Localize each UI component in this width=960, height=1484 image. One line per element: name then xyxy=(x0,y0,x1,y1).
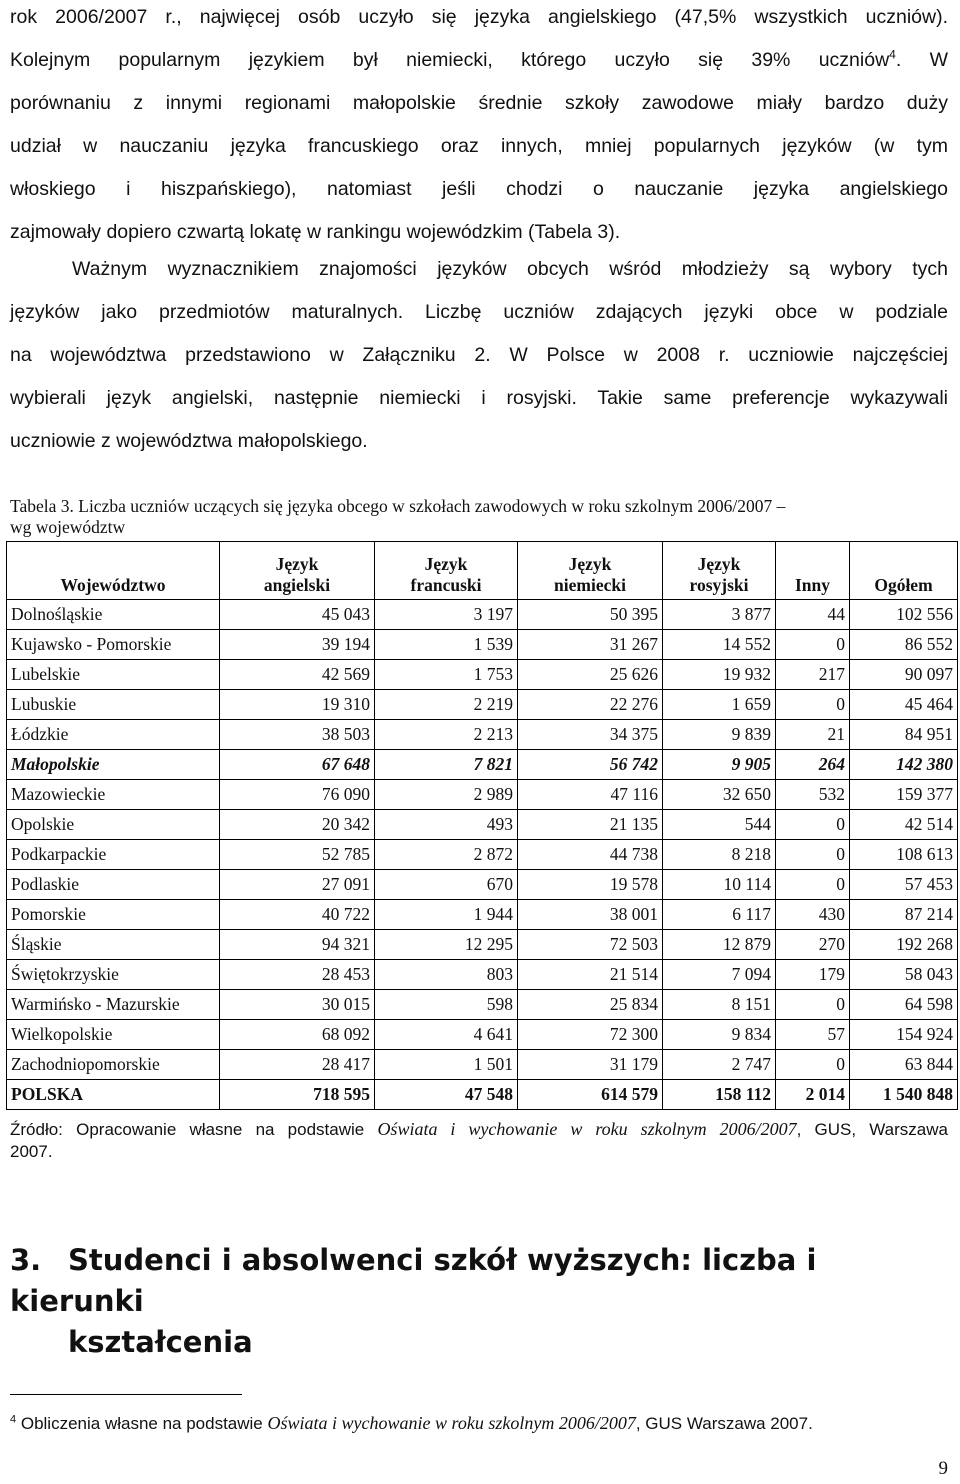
value-cell: 31 267 xyxy=(518,630,663,660)
value-cell: 102 556 xyxy=(850,600,958,630)
value-cell: 38 001 xyxy=(518,900,663,930)
table-row xyxy=(7,870,958,900)
value-cell: 1 753 xyxy=(375,660,518,690)
section-title-line: Studenci i absolwenci szkół wyższych: liczba i kierunki xyxy=(10,1243,817,1318)
value-cell: 0 xyxy=(776,870,850,900)
value-cell: 28 417 xyxy=(220,1050,375,1080)
value-cell: 154 924 xyxy=(850,1020,958,1050)
region-cell: Dolnośląskie xyxy=(7,600,220,630)
source-line: Źródło: Opracowanie własne na podstawie Oświata i wychowanie w roku szkolnym 2006/2007, GUS, Warszawa xyxy=(10,1119,948,1139)
value-cell: 532 xyxy=(776,780,850,810)
column-header: Inny xyxy=(776,542,850,600)
value-cell: 0 xyxy=(776,990,850,1020)
value-cell: 430 xyxy=(776,900,850,930)
paragraph-line: Kolejnym popularnym językiem był niemiecki, którego uczyło się 39% uczniów$^4$. W xyxy=(10,47,948,71)
caption-line: Tabela 3. Liczba uczniów uczących się języka obcego w szkołach zawodowych w roku szkolnym 2006/2007 – xyxy=(10,496,786,516)
value-cell: 493 xyxy=(375,810,518,840)
region-cell: Podlaskie xyxy=(7,870,220,900)
value-cell: 10 114 xyxy=(663,870,776,900)
value-cell: 22 276 xyxy=(518,690,663,720)
value-cell: 8 218 xyxy=(663,840,776,870)
value-cell: 38 503 xyxy=(220,720,375,750)
paragraph-line: rok 2006/2007 r., najwięcej osób uczyło się języka angielskiego (47,5% wszystkich uczniów). xyxy=(10,6,948,28)
value-cell: 90 097 xyxy=(850,660,958,690)
value-cell: 8 151 xyxy=(663,990,776,1020)
value-cell: 7 094 xyxy=(663,960,776,990)
value-cell: 25 626 xyxy=(518,660,663,690)
table-source xyxy=(10,1118,948,1163)
value-cell: 31 179 xyxy=(518,1050,663,1080)
value-cell: 0 xyxy=(776,810,850,840)
value-cell: 2 747 xyxy=(663,1050,776,1080)
region-cell: Świętokrzyskie xyxy=(7,960,220,990)
paragraph-line: języków jako przedmiotów maturalnych. Liczbę uczniów zdających języki obce w podziale xyxy=(10,301,948,323)
table-row xyxy=(7,750,958,780)
value-cell: 0 xyxy=(776,840,850,870)
value-cell: 84 951 xyxy=(850,720,958,750)
value-cell: 0 xyxy=(776,630,850,660)
value-cell: 598 xyxy=(375,990,518,1020)
value-cell: 544 xyxy=(663,810,776,840)
value-cell: 27 091 xyxy=(220,870,375,900)
value-cell: 72 503 xyxy=(518,930,663,960)
value-cell: 2 219 xyxy=(375,690,518,720)
table-row xyxy=(7,900,958,930)
region-cell: POLSKA xyxy=(7,1080,220,1110)
table-caption xyxy=(10,496,948,538)
region-cell: Śląskie xyxy=(7,930,220,960)
value-cell: 39 194 xyxy=(220,630,375,660)
footnote-title: Oświata i wychowanie w roku szkolnym 2006/2007 xyxy=(267,1413,636,1433)
column-header: Język angielski xyxy=(220,542,375,600)
column-header: Język francuski xyxy=(375,542,518,600)
table-row xyxy=(7,1020,958,1050)
value-cell: 42 514 xyxy=(850,810,958,840)
value-cell: 718 595 xyxy=(220,1080,375,1110)
paragraph-line: wybierali język angielski, następnie niemiecki i rosyjski. Takie same preferencje wykazywali xyxy=(10,387,948,409)
paragraph-line: uczniowie z województwa małopolskiego. xyxy=(10,430,368,452)
value-cell: 86 552 xyxy=(850,630,958,660)
paragraph-line: Ważnym wyznacznikiem znajomości języków obcych wśród młodzieży są wybory tych xyxy=(72,258,948,280)
section-title-line: kształcenia xyxy=(68,1325,253,1359)
column-header: Ogółem xyxy=(850,542,958,600)
value-cell: 52 785 xyxy=(220,840,375,870)
value-cell: 21 135 xyxy=(518,810,663,840)
value-cell: 68 092 xyxy=(220,1020,375,1050)
region-cell: Warmińsko - Mazurskie xyxy=(7,990,220,1020)
table-row xyxy=(7,990,958,1020)
table-row xyxy=(7,1050,958,1080)
value-cell: 3 877 xyxy=(663,600,776,630)
value-cell: 2 014 xyxy=(776,1080,850,1110)
value-cell: 670 xyxy=(375,870,518,900)
value-cell: 9 905 xyxy=(663,750,776,780)
table-row xyxy=(7,660,958,690)
page-number: 9 xyxy=(938,1458,948,1479)
value-cell: 1 540 848 xyxy=(850,1080,958,1110)
value-cell: 7 821 xyxy=(375,750,518,780)
value-cell: 2 872 xyxy=(375,840,518,870)
value-cell: 45 464 xyxy=(850,690,958,720)
footnote: $^4$ Obliczenia własne na podstawie Oświata i wychowanie w roku szkolnym 2006/2007, GUS Warszawa 2007. xyxy=(10,1413,813,1433)
column-header: Język niemiecki xyxy=(518,542,663,600)
value-cell: 1 944 xyxy=(375,900,518,930)
section-number: 3. xyxy=(10,1243,42,1277)
region-cell: Lubuskie xyxy=(7,690,220,720)
value-cell: 264 xyxy=(776,750,850,780)
table-row xyxy=(7,960,958,990)
footnote-marker: 4 xyxy=(10,1413,17,1426)
source-line: 2007. xyxy=(10,1142,53,1161)
paragraph-line: włoskiego i hiszpańskiego), natomiast jeśli chodzi o nauczanie języka angielskiego xyxy=(10,178,948,200)
paragraph-matura xyxy=(10,248,948,463)
value-cell: 1 539 xyxy=(375,630,518,660)
header-wojewodztwo: Województwo xyxy=(7,542,220,600)
value-cell: 2 989 xyxy=(375,780,518,810)
table-row xyxy=(7,840,958,870)
value-cell: 64 598 xyxy=(850,990,958,1020)
region-cell: Wielkopolskie xyxy=(7,1020,220,1050)
value-cell: 20 342 xyxy=(220,810,375,840)
value-cell: 192 268 xyxy=(850,930,958,960)
value-cell: 6 117 xyxy=(663,900,776,930)
value-cell: 1 501 xyxy=(375,1050,518,1080)
value-cell: 614 579 xyxy=(518,1080,663,1110)
value-cell: 4 641 xyxy=(375,1020,518,1050)
value-cell: 0 xyxy=(776,1050,850,1080)
column-header: Język rosyjski xyxy=(663,542,776,600)
value-cell: 87 214 xyxy=(850,900,958,930)
value-cell: 56 742 xyxy=(518,750,663,780)
value-cell: 21 xyxy=(776,720,850,750)
value-cell: 44 738 xyxy=(518,840,663,870)
value-cell: 28 453 xyxy=(220,960,375,990)
value-cell: 67 648 xyxy=(220,750,375,780)
value-cell: 159 377 xyxy=(850,780,958,810)
footnote-separator xyxy=(10,1394,242,1395)
value-cell: 47 116 xyxy=(518,780,663,810)
value-cell: 57 xyxy=(776,1020,850,1050)
value-cell: 803 xyxy=(375,960,518,990)
value-cell: 76 090 xyxy=(220,780,375,810)
value-cell: 217 xyxy=(776,660,850,690)
table-row xyxy=(7,600,958,630)
region-cell: Małopolskie xyxy=(7,750,220,780)
value-cell: 57 453 xyxy=(850,870,958,900)
region-cell: Kujawsko - Pomorskie xyxy=(7,630,220,660)
table-row xyxy=(7,1080,958,1110)
footnote-ref[interactable]: 4 xyxy=(889,47,896,62)
value-cell: 12 295 xyxy=(375,930,518,960)
value-cell: 25 834 xyxy=(518,990,663,1020)
value-cell: 50 395 xyxy=(518,600,663,630)
value-cell: 30 015 xyxy=(220,990,375,1020)
value-cell: 58 043 xyxy=(850,960,958,990)
table-row xyxy=(7,630,958,660)
value-cell: 19 310 xyxy=(220,690,375,720)
region-cell: Opolskie xyxy=(7,810,220,840)
region-cell: Podkarpackie xyxy=(7,840,220,870)
students-by-language-table xyxy=(6,541,958,1110)
value-cell: 40 722 xyxy=(220,900,375,930)
value-cell: 47 548 xyxy=(375,1080,518,1110)
value-cell: 94 321 xyxy=(220,930,375,960)
value-cell: 158 112 xyxy=(663,1080,776,1110)
table-row xyxy=(7,780,958,810)
value-cell: 0 xyxy=(776,690,850,720)
value-cell: 9 834 xyxy=(663,1020,776,1050)
paragraph-languages xyxy=(10,0,948,254)
value-cell: 19 932 xyxy=(663,660,776,690)
paragraph-line: porównaniu z innymi regionami małopolskie średnie szkoły zawodowe miały bardzo duży xyxy=(10,92,948,114)
value-cell: 32 650 xyxy=(663,780,776,810)
caption-line: wg województw xyxy=(10,517,126,537)
value-cell: 19 578 xyxy=(518,870,663,900)
value-cell: 45 043 xyxy=(220,600,375,630)
paragraph-line: zajmowały dopiero czwartą lokatę w rankingu wojewódzkim (Tabela 3). xyxy=(10,221,621,243)
value-cell: 12 879 xyxy=(663,930,776,960)
value-cell: 72 300 xyxy=(518,1020,663,1050)
value-cell: 2 213 xyxy=(375,720,518,750)
value-cell: 179 xyxy=(776,960,850,990)
value-cell: 1 659 xyxy=(663,690,776,720)
region-cell: Lubelskie xyxy=(7,660,220,690)
table-row xyxy=(7,690,958,720)
value-cell: 142 380 xyxy=(850,750,958,780)
region-cell: Łódzkie xyxy=(7,720,220,750)
table-row xyxy=(7,930,958,960)
table-row xyxy=(7,810,958,840)
value-cell: 9 839 xyxy=(663,720,776,750)
paragraph-line: udział w nauczaniu języka francuskiego oraz innych, mniej popularnych języków (w tym xyxy=(10,135,948,157)
value-cell: 108 613 xyxy=(850,840,958,870)
section-heading xyxy=(10,1240,940,1363)
source-title: Oświata i wychowanie w roku szkolnym 2006/2007 xyxy=(377,1119,797,1139)
region-cell: Pomorskie xyxy=(7,900,220,930)
value-cell: 42 569 xyxy=(220,660,375,690)
value-cell: 44 xyxy=(776,600,850,630)
paragraph-line: na województwa przedstawiono w Załączniku 2. W Polsce w 2008 r. uczniowie najczęściej xyxy=(10,344,948,366)
value-cell: 63 844 xyxy=(850,1050,958,1080)
value-cell: 3 197 xyxy=(375,600,518,630)
value-cell: 34 375 xyxy=(518,720,663,750)
value-cell: 14 552 xyxy=(663,630,776,660)
table-header-row xyxy=(7,542,958,600)
region-cell: Mazowieckie xyxy=(7,780,220,810)
region-cell: Zachodniopomorskie xyxy=(7,1050,220,1080)
value-cell: 270 xyxy=(776,930,850,960)
table-row xyxy=(7,720,958,750)
table-body xyxy=(7,600,958,1110)
value-cell: 21 514 xyxy=(518,960,663,990)
